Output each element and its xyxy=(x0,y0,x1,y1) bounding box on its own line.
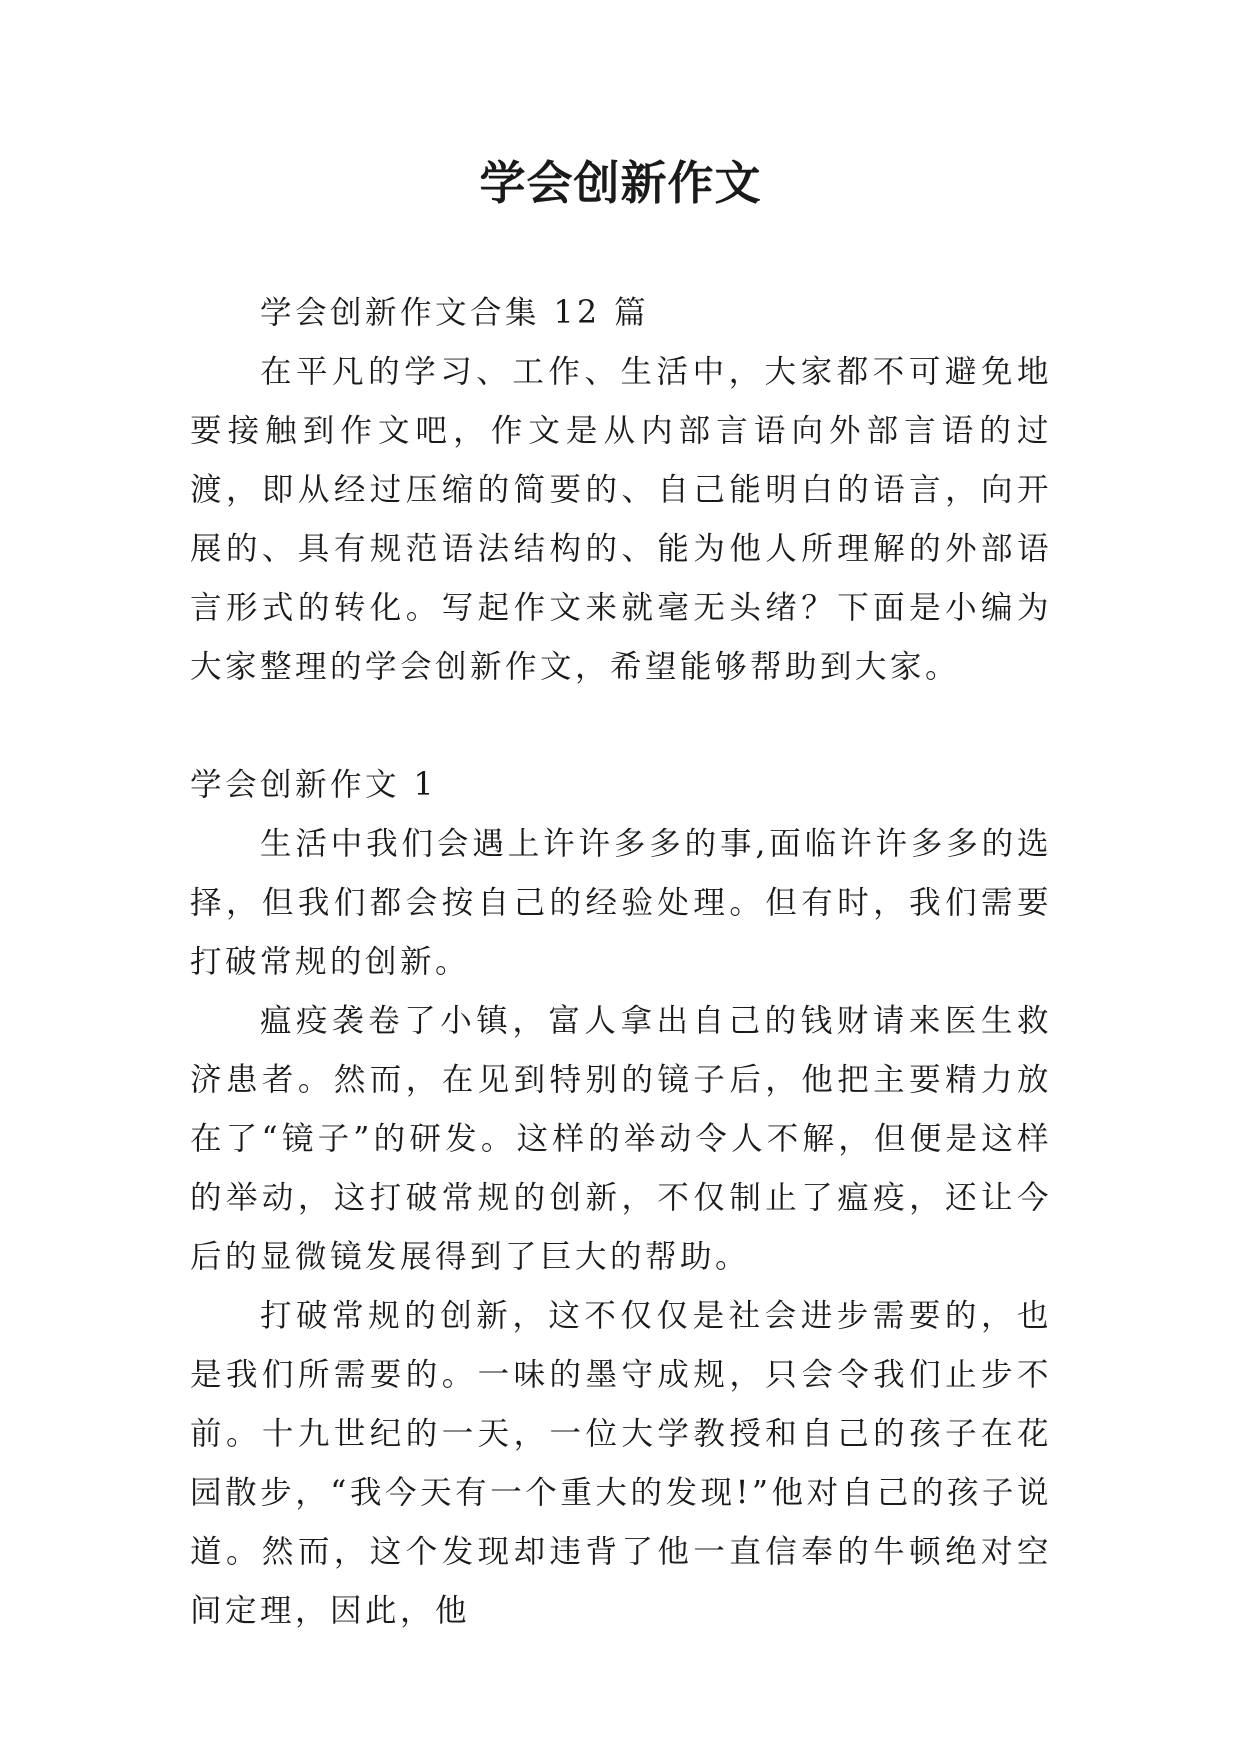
collection-subtitle: 学会创新作文合集 12 篇 xyxy=(260,295,650,331)
section-gap xyxy=(190,697,1052,756)
section-heading: 学会创新作文 1 xyxy=(190,767,438,803)
body-paragraph-3: 打破常规的创新，这不仅仅是社会进步需要的，也是我们所需要的。一味的墨守成规，只会令我们止步不前。十九世纪的一天，一位大学教授和自己的孩子在花园散步，“我今天有一个重大的发现!”他对自己的孩子说道。然而，这个发现却违背了他一直信奉的牛顿绝对空间定理，因此，他 xyxy=(190,1298,1052,1629)
intro-paragraph: 在平凡的学习、工作、生活中，大家都不可避免地要接触到作文吧，作文是从内部言语向外部言语的过渡，即从经过压缩的简要的、自己能明白的语言，向开展的、具有规范语法结构的、能为他人所理解的外部语言形式的转化。写起作文来就毫无头绪？下面是小编为大家整理的学会创新作文，希望能够帮助到大家。 xyxy=(190,354,1052,685)
document-title: 学会创新作文 xyxy=(479,156,762,210)
body-paragraph-2: 瘟疫袭卷了小镇，富人拿出自己的钱财请来医生救济患者。然而，在见到特别的镜子后，他把主要精力放在了“镜子”的研发。这样的举动令人不解，但便是这样的举动，这打破常规的创新，不仅制止了瘟疫，还让今后的显微镜发展得到了巨大的帮助。 xyxy=(190,1003,1052,1275)
body-paragraph-1: 生活中我们会遇上许许多多的事,面临许许多多的选择，但我们都会按自己的经验处理。但有时，我们需要打破常规的创新。 xyxy=(190,826,1052,980)
document-body xyxy=(190,284,1052,1641)
